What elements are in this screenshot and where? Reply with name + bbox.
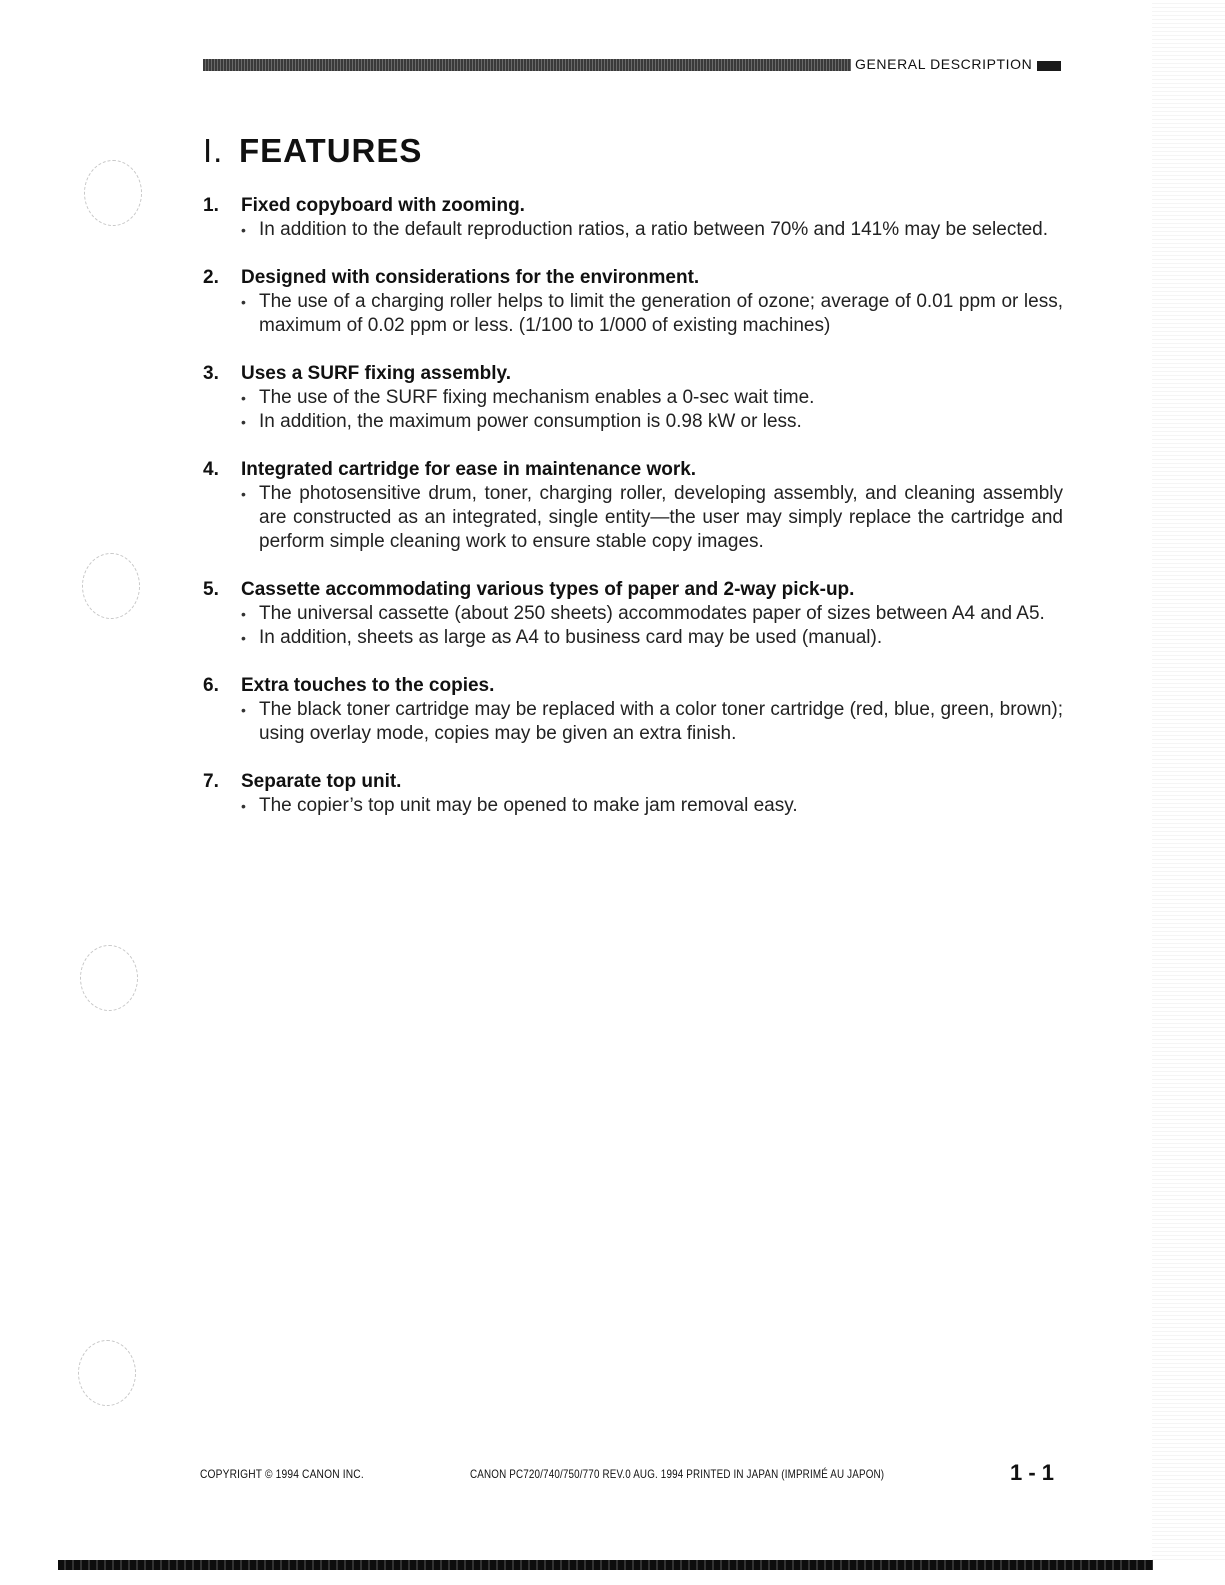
- feature-number: 6.: [203, 675, 219, 696]
- bullet-text: The universal cassette (about 250 sheets) accommodates paper of sizes between A4 and A5.: [259, 603, 1045, 624]
- feature-item: [203, 457, 1063, 554]
- feature-heading: [203, 769, 1063, 794]
- feature-bullet: [241, 290, 1063, 338]
- bullet-text: In addition to the default reproduction ratios, a ratio between 70% and 141% may be selected.: [259, 219, 1049, 240]
- copyright-notice: COPYRIGHT © 1994 CANON INC.: [200, 1467, 364, 1481]
- feature-bullet: [241, 626, 1063, 650]
- feature-heading: [203, 673, 1063, 698]
- section-label: GENERAL DESCRIPTION: [855, 56, 1033, 72]
- bullet-text: The photosensitive drum, toner, charging roller, developing assembly, and cleaning assembly are constructed as an integrated, single entity—the user may simply replace the cartridge and perform simple cleaning work to ensure stable copy images.: [259, 483, 1063, 552]
- scan-right-margin: [1152, 0, 1225, 1560]
- feature-number: 3.: [203, 363, 219, 384]
- feature-bullet: [241, 602, 1063, 626]
- header-end-block: [1037, 61, 1061, 71]
- page-number: 1 - 1: [1010, 1460, 1055, 1485]
- feature-title: Uses a SURF fixing assembly.: [241, 363, 511, 384]
- scan-bottom-bar: [58, 1560, 1153, 1570]
- bullet-text: The copier’s top unit may be opened to make jam removal easy.: [259, 795, 798, 816]
- feature-heading: [203, 457, 1063, 482]
- bullet-text: In addition, the maximum power consumption is 0.98 kW or less.: [259, 411, 802, 432]
- binder-hole: [78, 1340, 136, 1406]
- feature-number: 5.: [203, 579, 219, 600]
- feature-title: Fixed copyboard with zooming.: [241, 195, 525, 216]
- feature-bullet: [241, 482, 1063, 554]
- feature-title: Cassette accommodating various types of paper and 2-way pick-up.: [241, 579, 855, 600]
- feature-title: Integrated cartridge for ease in maintenance work.: [241, 459, 697, 480]
- feature-item: [203, 361, 1063, 434]
- header-rule: [203, 59, 851, 71]
- feature-bullet: [241, 218, 1063, 242]
- feature-item: [203, 265, 1063, 338]
- feature-number: 1.: [203, 195, 219, 216]
- bullet-icon: •: [241, 294, 246, 310]
- feature-number: 2.: [203, 267, 219, 288]
- bullet-icon: •: [241, 630, 246, 646]
- title-text: FEATURES: [239, 132, 423, 169]
- binder-hole: [82, 553, 140, 619]
- feature-heading: [203, 361, 1063, 386]
- bullet-icon: •: [241, 798, 246, 814]
- feature-title: Separate top unit.: [241, 771, 402, 792]
- model-info: CANON PC720/740/750/770 REV.0 AUG. 1994 PRINTED IN JAPAN (IMPRIMÉ AU JAPON): [470, 1467, 885, 1481]
- binder-hole: [84, 160, 142, 226]
- feature-bullet: [241, 698, 1063, 746]
- binder-hole: [80, 945, 138, 1011]
- bullet-icon: •: [241, 222, 246, 238]
- feature-heading: [203, 265, 1063, 290]
- feature-number: 7.: [203, 771, 219, 792]
- feature-item: [203, 769, 1063, 818]
- feature-bullet: [241, 794, 1063, 818]
- feature-heading: [203, 577, 1063, 602]
- bullet-icon: •: [241, 606, 246, 622]
- feature-item: [203, 193, 1063, 242]
- page-title: [203, 132, 422, 170]
- feature-title: Designed with considerations for the environment.: [241, 267, 700, 288]
- bullet-icon: •: [241, 390, 246, 406]
- bullet-text: The use of a charging roller helps to limit the generation of ozone; average of 0.01 ppm or less, maximum of 0.02 ppm or less. (1/100 to 1/000 of existing machines): [259, 291, 1063, 336]
- feature-number: 4.: [203, 459, 219, 480]
- feature-item: [203, 673, 1063, 746]
- bullet-text: The black toner cartridge may be replaced with a color toner cartridge (red, blue, green, brown); using overlay mode, copies may be given an extra finish.: [259, 699, 1063, 744]
- feature-item: [203, 577, 1063, 650]
- title-number: I.: [203, 132, 224, 169]
- bullet-text: The use of the SURF fixing mechanism enables a 0-sec wait time.: [259, 387, 815, 408]
- bullet-icon: •: [241, 702, 246, 718]
- bullet-icon: •: [241, 486, 246, 502]
- feature-heading: [203, 193, 1063, 218]
- feature-title: Extra touches to the copies.: [241, 675, 495, 696]
- feature-list: [203, 193, 1063, 841]
- feature-bullet: [241, 410, 1063, 434]
- feature-bullet: [241, 386, 1063, 410]
- bullet-icon: •: [241, 414, 246, 430]
- bullet-text: In addition, sheets as large as A4 to business card may be used (manual).: [259, 627, 883, 648]
